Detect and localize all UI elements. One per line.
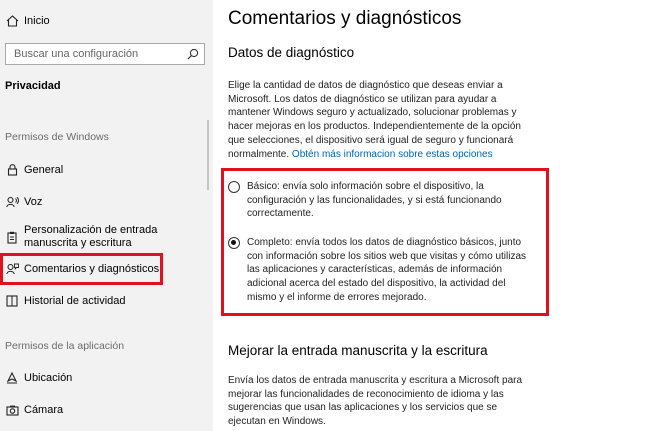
sidebar-item-label: Personalización de entrada manuscrita y escritura: [24, 224, 158, 249]
more-info-link[interactable]: Obtén más informacion sobre estas opciones: [291, 148, 493, 160]
option-complete[interactable]: [228, 236, 538, 305]
sidebar-item-label: Ubicación: [24, 371, 73, 384]
sidebar-item-label: Comentarios y diagnósticos: [24, 262, 160, 275]
radio-basic[interactable]: [228, 181, 240, 193]
home-icon: [0, 15, 24, 27]
sidebar-item-handwriting[interactable]: [0, 222, 213, 252]
sidebar-scrollbar[interactable]: [207, 120, 209, 190]
clipboard-icon: [0, 231, 24, 244]
sidebar-item-general[interactable]: [0, 158, 213, 182]
sidebar-item-home[interactable]: [0, 9, 213, 33]
sidebar-item-label: Cámara: [24, 403, 64, 416]
sidebar: [0, 0, 213, 431]
search-input[interactable]: [6, 47, 182, 61]
app-permissions-heading: Permisos de la aplicación: [5, 340, 125, 352]
lock-icon: [0, 164, 24, 176]
search-icon[interactable]: [182, 48, 204, 60]
sidebar-item-camera[interactable]: [0, 398, 213, 422]
voice-icon: [0, 196, 24, 208]
option-basic[interactable]: [228, 180, 538, 221]
history-icon: [0, 295, 24, 307]
sidebar-item-feedback-diagnostics[interactable]: [0, 257, 213, 281]
diagnostic-heading: Datos de diagnóstico: [228, 45, 355, 60]
diagnostic-description: [228, 79, 528, 161]
windows-permissions-heading: Permisos de Windows: [5, 131, 109, 143]
location-icon: [0, 372, 24, 384]
handwriting-description: Envía los datos de entrada manuscrita y escritura a Microsoft para mejorar las funcionalidades de reconocimiento de idioma y las sugerencias que usan las aplicaciones y los servicios que se ejecutan en Windows.: [228, 375, 523, 428]
sidebar-item-label: Inicio: [24, 14, 50, 27]
search-box[interactable]: [5, 43, 205, 65]
option-basic-label: Básico: envía solo información sobre el dispositivo, la configuración y las funcionalidades, y si está funcionando correctamente.: [247, 181, 502, 220]
handwriting-heading: Mejorar la entrada manuscrita y la escritura: [228, 343, 488, 358]
feedback-icon: [0, 263, 24, 275]
radio-complete[interactable]: [228, 237, 240, 249]
main-content: [213, 0, 655, 431]
page-title: Comentarios y diagnósticos: [228, 8, 462, 29]
sidebar-item-location[interactable]: [0, 366, 213, 390]
description-text: Elige la cantidad de datos de diagnóstico que deseas enviar a Microsoft. Los datos de diagnóstico se utilizan para ayudar a mantener Windows seguro y actualizado, solucionar problemas y hacer mejoras en los productos. Independientemente de la opción que selecciones, el dispositivo será igual de seguro y funcionará normalmente.: [228, 80, 521, 160]
sidebar-item-activity-history[interactable]: [0, 289, 213, 313]
option-complete-label: Completo: envía todos los datos de diagnóstico básicos, junto con información sobre los sitios web que visitas y cómo utilizas las aplicaciones y características, además de información adicional acerca del estado del dispositivo, la actividad del mismo y el informe de errores mejorado.: [247, 237, 527, 303]
sidebar-item-voice[interactable]: [0, 190, 213, 214]
section-title: Privacidad: [5, 80, 61, 92]
sidebar-item-label: General: [24, 163, 64, 176]
sidebar-item-label: Voz: [24, 195, 43, 208]
sidebar-item-label: Historial de actividad: [24, 294, 126, 307]
camera-icon: [0, 405, 24, 416]
